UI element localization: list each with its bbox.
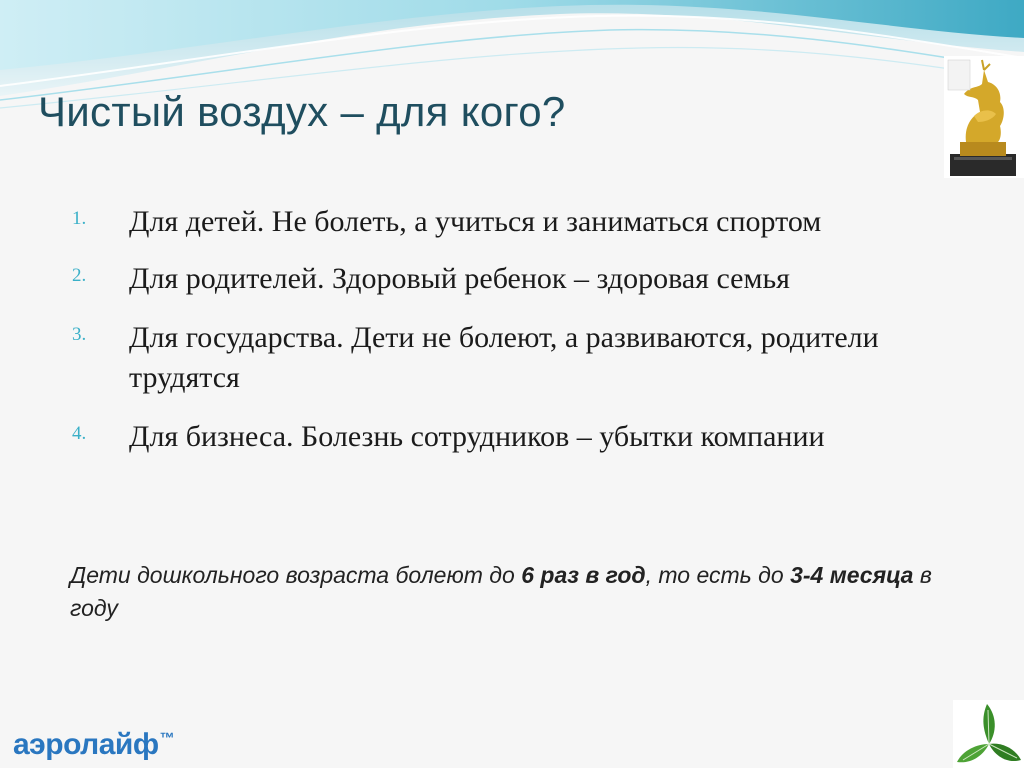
list-item-number: 4. — [72, 423, 87, 444]
brand-logo-text: аэролайф — [13, 728, 159, 761]
list-item-number: 2. — [72, 265, 87, 286]
note-text: в году — [70, 562, 932, 621]
note-text: , то есть до — [645, 562, 791, 588]
statistic-note — [70, 559, 950, 625]
brand-logo — [13, 728, 174, 768]
list-item-text: Для бизнеса. Болезнь сотрудников – убытки компании — [129, 420, 825, 453]
trophy-icon — [944, 56, 1024, 178]
trademark-symbol: ™ — [159, 730, 175, 747]
slide-title: Чистый воздух – для кого? — [38, 88, 566, 135]
list-item-text: Для государства. Дети не болеют, а развиваются, родители трудятся — [129, 321, 879, 394]
sprout-icon — [953, 700, 1024, 768]
list-item-text: Для детей. Не болеть, а учиться и заниматься спортом — [129, 205, 822, 238]
list-item-number: 3. — [72, 324, 87, 345]
list-item-number: 1. — [72, 208, 87, 229]
note-highlight: 6 раз в год — [521, 562, 646, 588]
note-text: Дети дошкольного возраста болеют до — [70, 562, 522, 588]
list-item-text: Для родителей. Здоровый ребенок – здоровая семья — [129, 262, 790, 295]
note-highlight: 3-4 месяца — [790, 562, 914, 588]
